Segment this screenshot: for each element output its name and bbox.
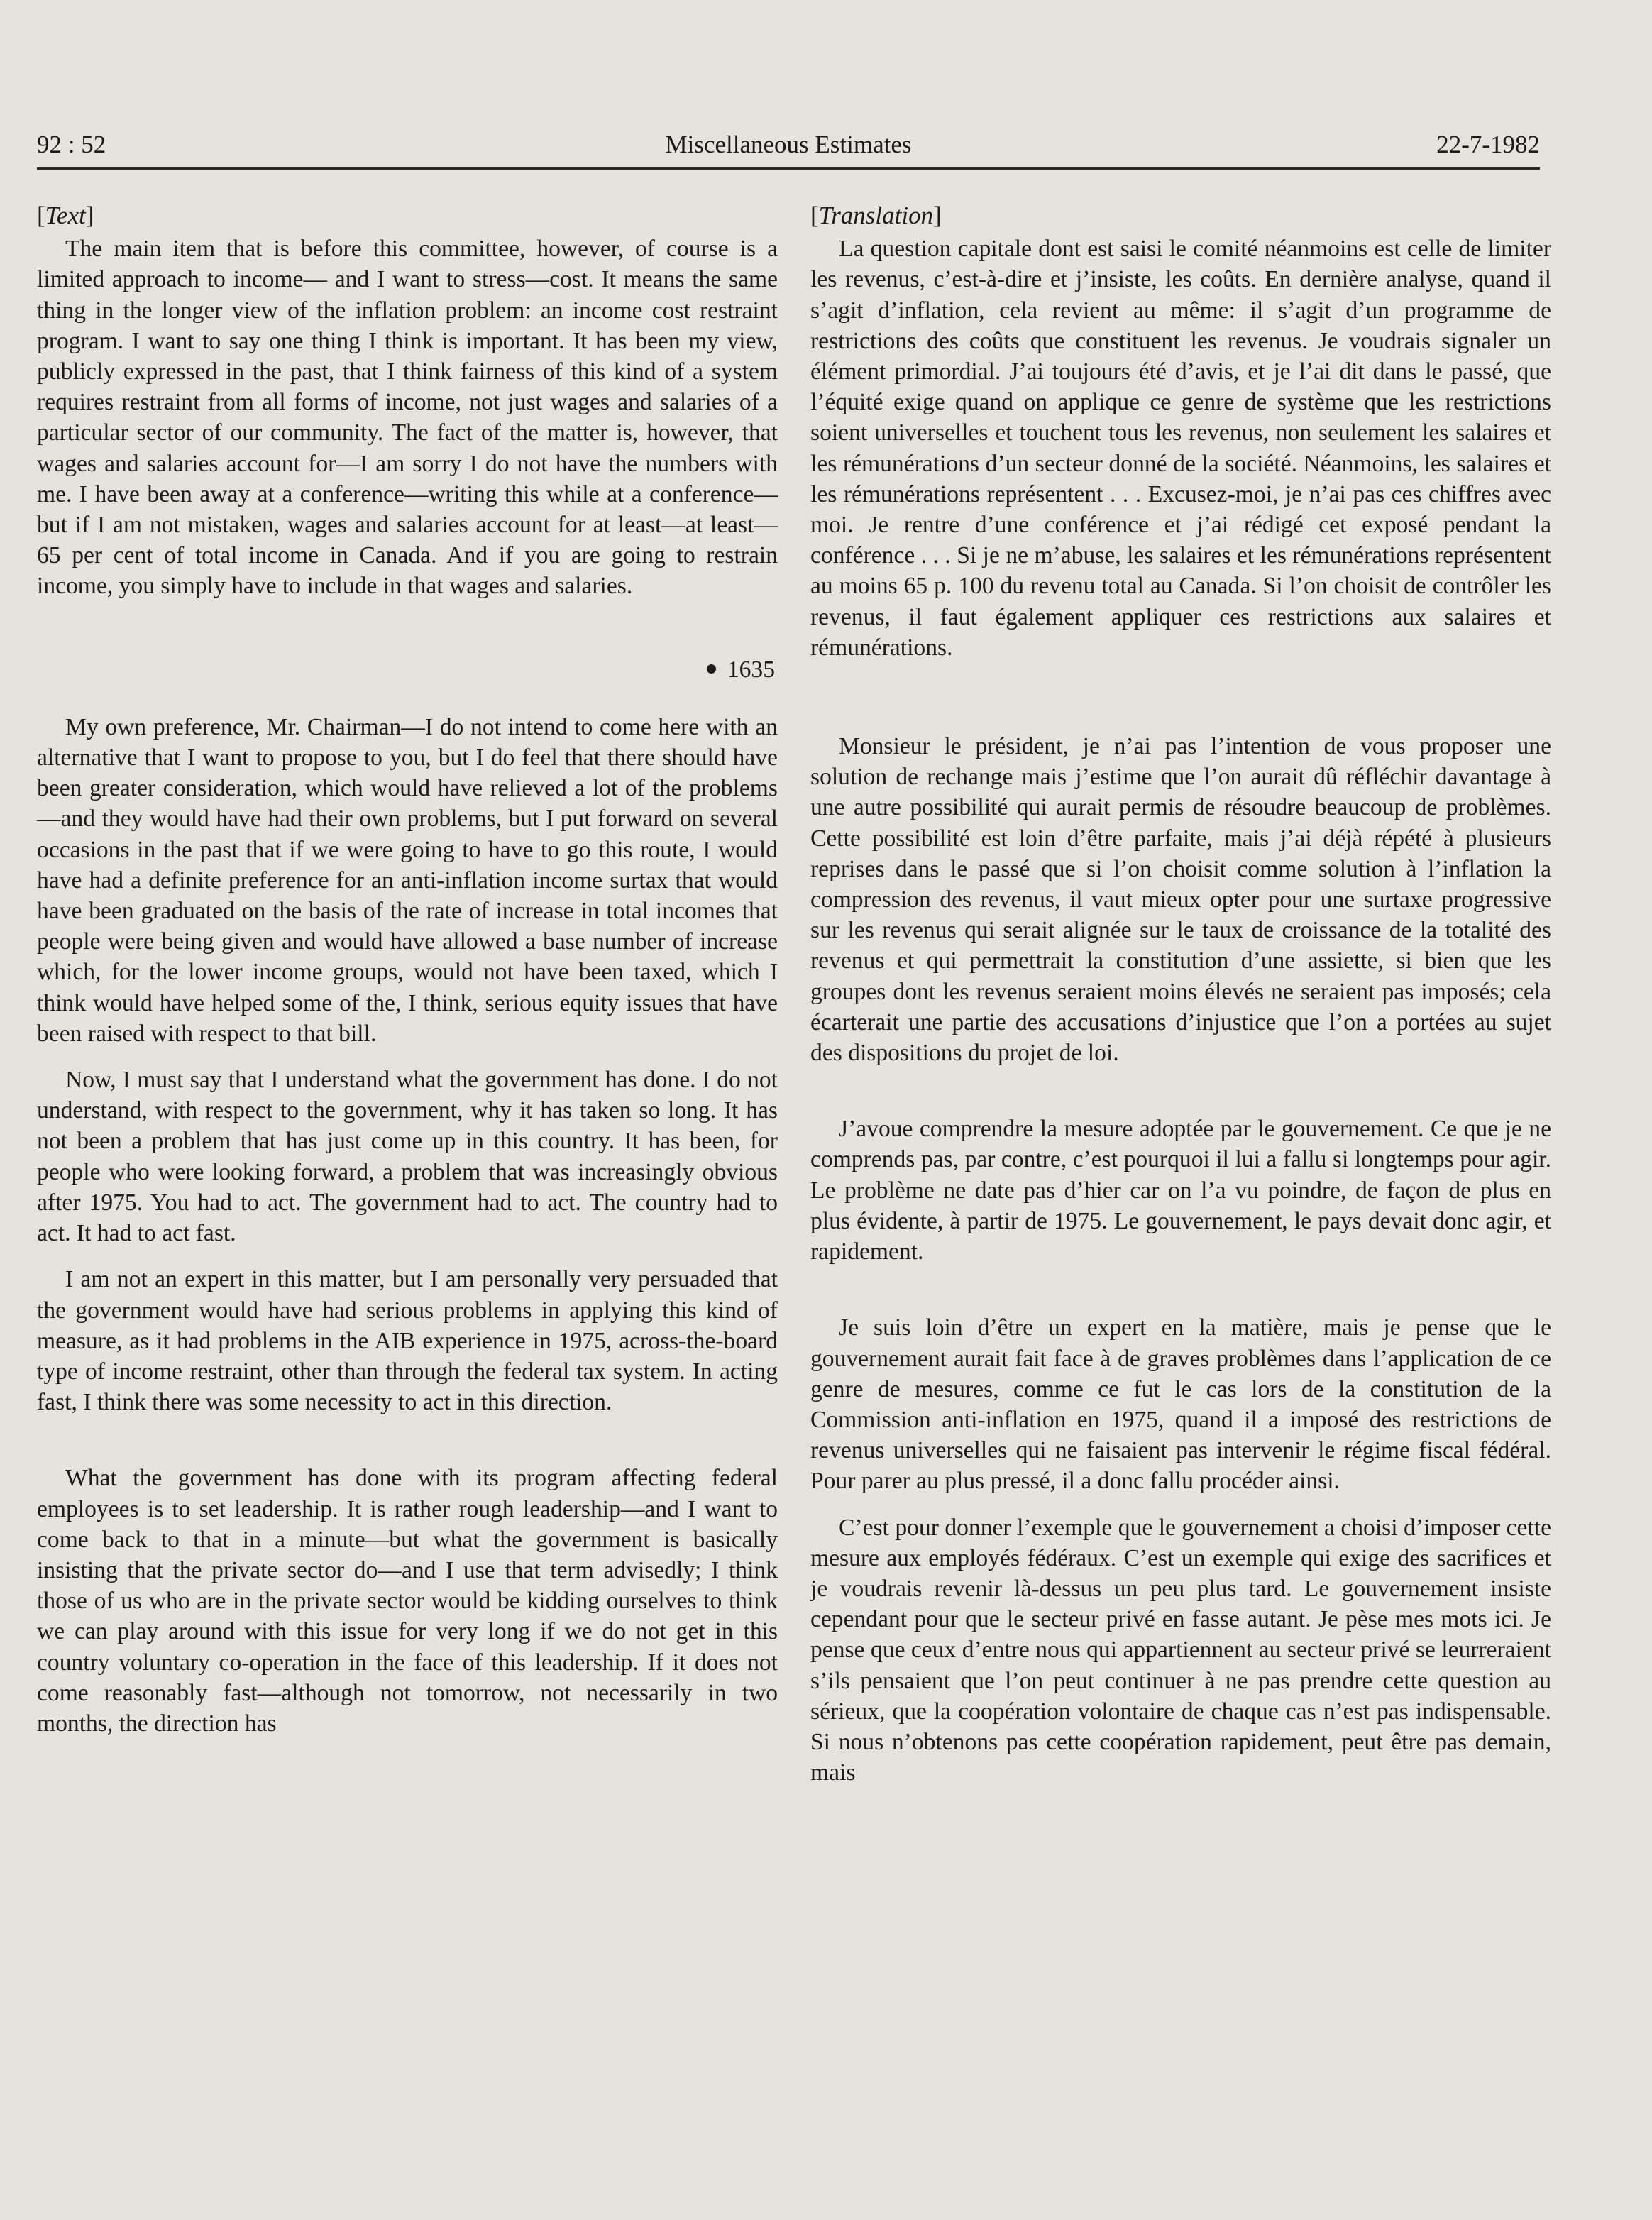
english-paragraph-2: My own preference, Mr. Chairman—I do not intend to come here with an alternative that I want to propose to you, but I do feel that there should have been greater consideration, which would have relieved a lot of the problems—and they would have had their own problems, but I put forward on several occasions in the past that if we were going to have to go this route, I would have had a definite preference for an anti-inflation income surtax that would have been graduated on the basis of the rate of increase in total incomes that people were being given and would have allowed a base number of increase which, for the lower income groups, would not have been taxed, which I think would have helped some of the, I think, serious equity issues that have been raised with respect to that bill. (37, 713, 778, 1047)
french-paragraph-3: J’avoue comprendre la mesure adoptée par le gouvernement. Ce que je ne comprends pas, par contre, c’est pourquoi il lui a fallu si longtemps pour agir. Le problème ne date pas d’hier car on l’a vu poindre, de façon de plus en plus évidente, à partir de 1975. Le gouvernement, le pays devait donc agir, et rapidement. (810, 1116, 1551, 1265)
english-paragraph-3: Now, I must say that I understand what the government has done. I do not understand, with respect to the government, why it has taken so long. It has not been a problem that has just come up in this country. It has been, for people who were looking forward, a problem that was increasingly obvious after 1975. You had to act. The government had to act. The country had to act. It had to act fast. (37, 1067, 778, 1247)
french-paragraph-5: C’est pour donner l’exemple que le gouvernement a choisi d’imposer cette mesure aux employés fédéraux. C’est un exemple qui exige des sacrifices et je voudrais revenir là-dessus un peu plus tard. Le gouvernement insiste cependant pour que le secteur privé en fasse autant. Je pèse mes mots ici. Je pense que ceux d’entre nous qui appartiennent au secteur privé se leurreraient s’ils pensaient que l’on peut continuer à ne pas prendre cette question au sérieux, que la coopération volontaire de chaque cas n’est pas indispensable. Si nous n’obtenons pas cette coopération rapidement, peut être pas demain, mais (810, 1514, 1551, 1786)
publication-title: Miscellaneous Estimates (665, 131, 912, 158)
header-date: 22-7-1982 (1436, 131, 1540, 158)
french-language-tag: [Translation] (810, 202, 942, 229)
french-paragraph-4: Je suis loin d’être un expert en la matière, mais je pense que le gouvernement aurait fait face à de graves problèmes dans l’application de ce genre de mesures, comme ce fut le cas lors de la constitution de la Commission anti-inflation en 1975, quand il a imposé des restrictions de revenus universelles qui ne faisaient pas intervenir le régime fiscal fédéral. Pour parer au plus pressé, il a donc fallu procéder ainsi. (810, 1314, 1551, 1495)
english-paragraph-4: I am not an expert in this matter, but I am personally very persuaded that the government would have had serious problems in applying this kind of measure, as it had problems in the AIB experience in 1975, across-the-board type of income restraint, other than through the federal tax system. In acting fast, I think there was some necessity to act in this direction. (37, 1266, 778, 1416)
bullet-icon (707, 664, 716, 674)
time-marker: 1635 (37, 654, 778, 685)
english-column (37, 200, 778, 1739)
english-paragraph-1: The main item that is before this committee, however, of course is a limited approach to income— and I want to stress—cost. It means the same thing in the longer view of the inflation problem: an income cost restraint program. I want to say one thing I think is important. It has been my view, publicly expressed in the past, that I think fairness of this kind of a system requires restraint from all forms of income, not just wages and salaries of a particular sector of our community. The fact of the matter is, however, that wages and salaries account for—I am sorry I do not have the numbers with me. I have been away at a conference—writing this while at a conference—but if I am not mistaken, wages and salaries account for at least—at least—65 per cent of total income in Canada. And if you are going to restrain income, you simply have to include in that wages and salaries. (37, 236, 778, 600)
english-paragraph-5: What the government has done with its program affecting federal employees is to set leadership. It is rather rough leadership—and I want to come back to that in a minute—but what the government is basically insisting that the private sector do—and I use that term advisedly; I think those of us who are in the private sector would be kidding ourselves to think we can play around with this issue for very long if we do not get in this country voluntary co-operation in the face of this leadership. If it does not come reasonably fast—although not tomorrow, not necessarily in two months, the direction has (37, 1465, 778, 1737)
running-header (37, 123, 1540, 170)
french-paragraph-1: La question capitale dont est saisi le comité néanmoins est celle de limiter les revenus, c’est-à-dire et j’insiste, les coûts. En dernière analyse, quand il s’agit d’inflation, cela revient au même: il s’agit d’un programme de restrictions des coûts que constituent les revenus. Je voudrais signaler un élément primordial. J’ai toujours été d’avis, et je l’ai dit dans le passé, que l’équité exige quand on applique ce genre de système que les restrictions soient universelles et touchent tous les revenus, non seulement les salaires et les rémunérations d’un secteur donné de la société. Néanmoins, les salaires et les rémunérations représentent . . . Excusez-moi, je n’ai pas ces chiffres avec moi. Je rentre d’une conférence et j’ai rédigé cet exposé pendant la conférence . . . Si je ne m’abuse, les salaires et les rémunérations représentent au moins 65 p. 100 du revenu total au Canada. Si l’on choisit de contrôler les revenus, il faut également appliquer ces restrictions aux salaires et rémunérations. (810, 236, 1551, 661)
page-reference: 92 : 52 (37, 131, 106, 158)
english-language-tag: [Text] (37, 202, 94, 229)
french-paragraph-2: Monsieur le président, je n’ai pas l’intention de vous proposer une solution de rechange mais j’estime que l’on aurait dû réfléchir davantage à une autre possibilité qui aurait permis de résoudre beaucoup de problèmes. Cette possibilité est loin d’être parfaite, mais j’ai déjà répété à plusieurs reprises dans le passé que si l’on choisit comme solution à l’inflation la compression des revenus, il vaut mieux opter pour une surtaxe progressive sur les revenus qui serait alignée sur le taux de croissance de la totalité des revenus et qui permettrait la constitution d’une assiette, si bien que les groupes dont les revenus seraient moins élevés ne seraient pas imposés; cela écarterait une partie des accusations d’injustice que l’on a portées au sujet des dispositions du projet de loi. (810, 733, 1551, 1067)
french-column (810, 200, 1551, 1788)
